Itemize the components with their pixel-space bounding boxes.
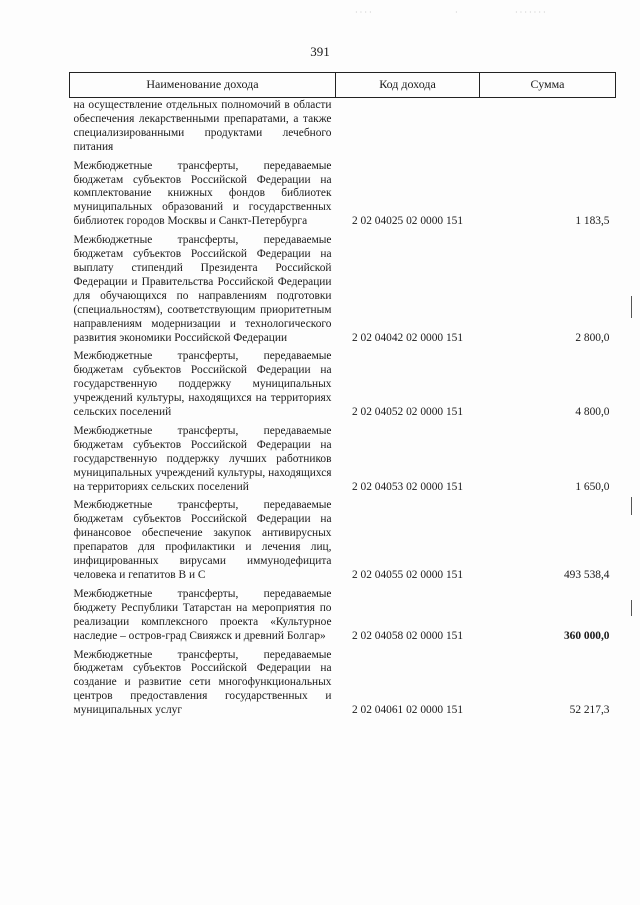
- table-row: [70, 233, 616, 349]
- scan-margin-mark: [631, 600, 632, 616]
- header-income-sum: Сумма: [480, 73, 616, 98]
- income-code: 2 02 04052 02 0000 151: [351, 406, 464, 419]
- income-code: 2 02 04061 02 0000 151: [351, 704, 464, 717]
- income-sum: 360 000,0: [563, 629, 610, 642]
- income-name: на осуществление отдельных полномочий в области обеспечения лекарственными препаратами, а также специализированными продуктами лечебного питания: [73, 99, 332, 153]
- table-row: [70, 648, 616, 723]
- income-code: [336, 98, 480, 159]
- income-sum: 1 650,0: [575, 480, 610, 493]
- income-name: Межбюджетные трансферты, передаваемые бюджету Республики Татарстан на мероприятия по реализации комплексного проекта «Культурное наследие – остров-град Свияжск и древний Болгар»: [73, 587, 332, 642]
- income-name: Межбюджетные трансферты, передаваемые бюджетам субъектов Российской Федерации на выплату стипендий Президента Российской Федерации и Правительства Российской Федерации для обучающихся по направлениям подготовки (специальностям), соответствующим приоритетным направлениям модернизации и технологического развития экономики Российской Федерации: [73, 234, 332, 344]
- scan-artifact: · · · · · · ·: [515, 8, 546, 17]
- table-row: [70, 98, 616, 159]
- income-code: 2 02 04025 02 0000 151: [351, 215, 464, 228]
- income-code: 2 02 04042 02 0000 151: [351, 331, 464, 344]
- income-name: Межбюджетные трансферты, передаваемые бюджетам субъектов Российской Федерации на государственную поддержку лучших работников муниципальных учреждений культуры, находящихся на территориях сельских поселений: [73, 424, 332, 493]
- table-row: [70, 424, 616, 499]
- scan-margin-mark: [631, 497, 632, 515]
- scan-artifact: ·: [455, 8, 458, 17]
- income-sum: 1 183,5: [575, 215, 610, 228]
- income-code: 2 02 04055 02 0000 151: [351, 569, 464, 581]
- table-row: [70, 349, 616, 424]
- table-row: [70, 159, 616, 234]
- header-income-name: Наименование дохода: [70, 73, 336, 98]
- scan-artifact: · · · ·: [355, 8, 372, 17]
- income-table: [69, 72, 616, 722]
- income-name: Межбюджетные трансферты, передаваемые бюджетам субъектов Российской Федерации на государственную поддержку муниципальных учреждений культуры, находящихся на территориях сельских поселений: [73, 350, 332, 419]
- income-sum: 52 217,3: [569, 704, 610, 717]
- income-name: Межбюджетные трансферты, передаваемые бюджетам субъектов Российской Федерации на комплектование книжных фондов библиотек муниципальных образований и государственных библиотек городов Москвы и Санкт-Петербурга: [73, 159, 332, 228]
- income-sum: 4 800,0: [575, 406, 610, 419]
- page-number: 391: [310, 44, 330, 59]
- income-sum: [480, 98, 616, 159]
- scan-margin-mark: [631, 296, 632, 318]
- income-name: Межбюджетные трансферты, передаваемые бюджетам субъектов Российской Федерации на создание и развитие сети многофункциональных центров предоставления государственных и муниципальных услуг: [73, 648, 332, 717]
- income-name: Межбюджетные трансферты, передаваемые бюджетам субъектов Российской Федерации на финансовое обеспечение закупок антивирусных препаратов для профилактики и лечения лиц, инфицированных вирусами иммунодефицита человека и гепатитов B и C: [73, 499, 332, 581]
- income-sum: 2 800,0: [575, 331, 610, 344]
- table-header-row: [70, 73, 616, 98]
- header-income-code: Код дохода: [336, 73, 480, 98]
- income-sum: 493 538,4: [563, 569, 610, 581]
- income-code: 2 02 04053 02 0000 151: [351, 480, 464, 493]
- income-code: 2 02 04058 02 0000 151: [351, 629, 464, 642]
- table-row: [70, 587, 616, 648]
- table-row: [70, 498, 616, 586]
